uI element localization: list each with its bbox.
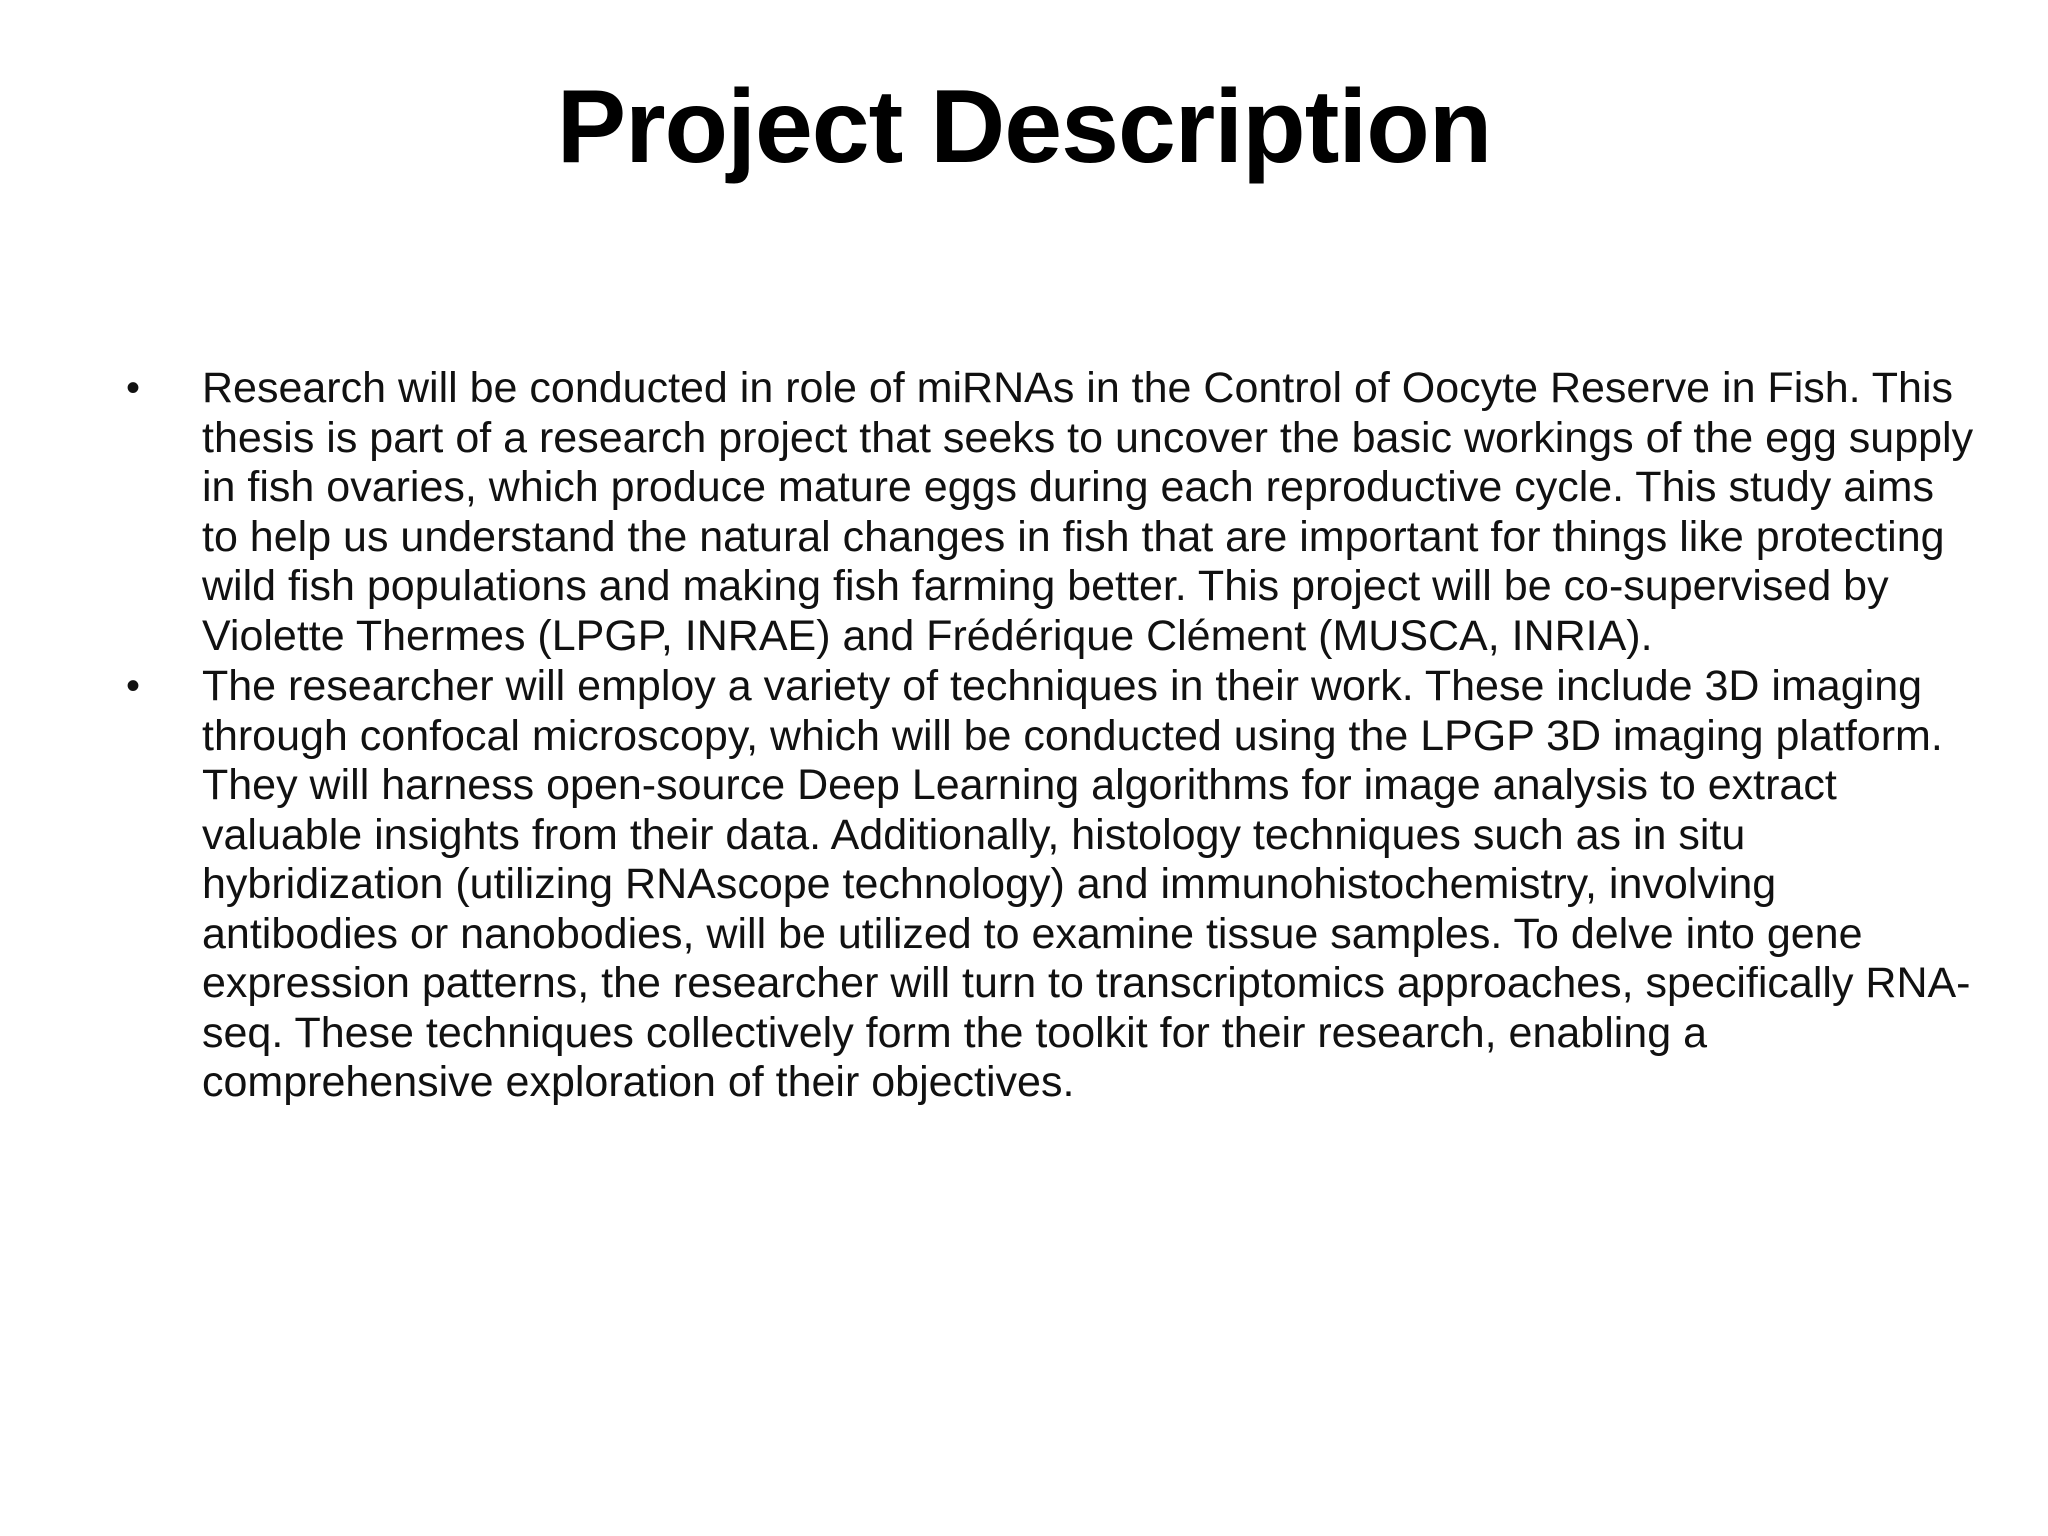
- bullet-marker: •: [126, 366, 141, 410]
- bullet-text: Research will be conducted in role of miRNAs in the Control of Oocyte Reserve in Fish. This thesis is part of a research project that seeks to uncover the basic workings of the egg supply in fish ovaries, which produce mature eggs during each reproductive cycle. This study aims to help us understand the natural changes in fish that are important for things like protecting wild fish populations and making fish farming better. This project will be co-supervised by Violette Thermes (LPGP, INRAE) and Frédérique Clément (MUSCA, INRIA).: [202, 364, 1974, 660]
- bullet-item-techniques: [120, 662, 1980, 1108]
- bullet-text: The researcher will employ a variety of techniques in their work. These include 3D imaging through confocal microscopy, which will be conducted using the LPGP 3D imaging platform. They will harness open-source Deep Learning algorithms for image analysis to extract valuable insights from their data. Additionally, histology techniques such as in situ hybridization (utilizing RNAscope technology) and immunohistochemistry, involving antibodies or nanobodies, will be utilized to examine tissue samples. To delve into gene expression patterns, the researcher will turn to transcriptomics approaches, specifically RNA-seq. These techniques collectively form the toolkit for their research, enabling a comprehensive exploration of their objectives.: [202, 662, 1971, 1106]
- bullet-list: [120, 364, 1980, 1108]
- bullet-marker: •: [126, 664, 141, 708]
- bullet-item-research: [120, 364, 1980, 661]
- slide-title: Project Description: [556, 69, 1492, 185]
